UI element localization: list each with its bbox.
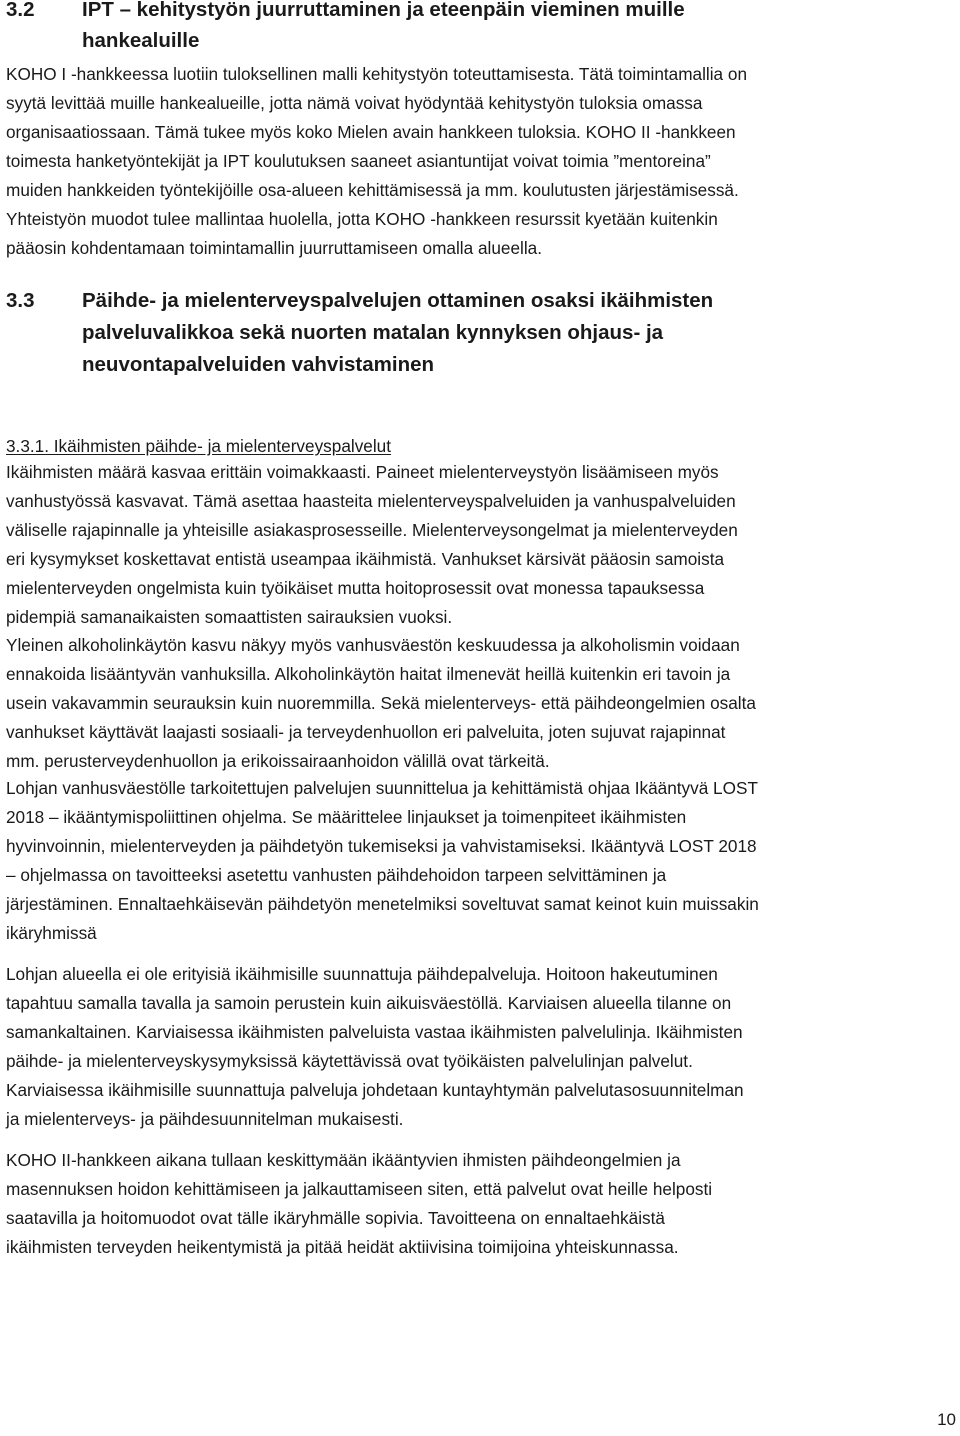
text-line: Yhteistyön muodot tulee mallintaa huolella, jotta KOHO -hankkeen resurssit kyetään kuitenkin	[6, 209, 718, 229]
heading-line: IPT – kehitystyön juurruttaminen ja eteenpäin vieminen muille	[82, 0, 685, 21]
text-line: pidempiä samanaikaisten somaattisten sairauksien vuoksi.	[6, 607, 453, 628]
text-line: muiden hankkeiden työntekijöille osa-alueen kehittämisessä ja mm. koulutusten järjestämisessä.	[6, 180, 739, 200]
text-line: Yleinen alkoholinkäytön kasvu näkyy myös vanhusväestön keskuudessa ja alkoholismin voidaan	[6, 635, 740, 655]
text-line: saatavilla ja hoitomuodot ovat tälle ikäryhmälle sopivia. Tavoitteena on ennaltaehkäistä	[6, 1208, 665, 1229]
text-line: toimesta hanketyöntekijät ja IPT koulutuksen saaneet asiantuntijat voivat toimia ”mentoreina”	[6, 151, 711, 171]
text-line: vanhukset käyttävät laajasti sosiaali- ja terveydenhuollon eri palveluita, joten sujuvat rajapinnat	[6, 722, 726, 743]
paragraph-lost-2018	[6, 774, 956, 949]
text-line: ikäryhmissä	[6, 923, 97, 944]
text-line: väliselle rajapinnalle ja yhteisille asiakasprosesseille. Mielenterveysongelmat ja mielenterveyden	[6, 520, 738, 541]
text-line: syytä levittää muille hankealueille, jotta nämä voivat hyödyntää kehitystyön tuloksia omassa	[6, 93, 703, 113]
text-line: Lohjan vanhusväestölle tarkoitettujen palvelujen suunnittelua ja kehittämistä ohjaa Ikääntyvä LOST	[6, 778, 758, 798]
paragraph-lohja-services	[6, 960, 956, 1135]
text-line: tapahtuu samalla tavalla ja samoin perustein kuin aikuisväestöllä. Karviaisen alueella tilanne on	[6, 993, 732, 1014]
text-line: 2018 – ikääntymispoliittinen ohjelma. Se määrittelee linjaukset ja toimenpiteet ikäihmisten	[6, 807, 687, 828]
heading-line: Päihde- ja mielenterveyspalvelujen ottaminen osaksi ikäihmisten	[82, 289, 714, 312]
text-line: samankaltainen. Karviaisessa ikäihmisten palveluista vastaa ikäihmisten palvelulinja. Ikäihmisten	[6, 1022, 743, 1043]
text-line: mielenterveyden ongelmista kuin työikäiset mutta hoitoprosessit ovat monessa tapauksessa	[6, 578, 705, 599]
text-line: KOHO II-hankkeen aikana tullaan keskittymään ikääntyvien ihmisten päihdeongelmien ja	[6, 1150, 681, 1170]
page-number: 10	[937, 1410, 956, 1429]
heading-line: neuvontapalveluiden vahvistaminen	[82, 353, 435, 376]
text-line: mm. perusterveydenhuollon ja erikoissairaanhoidon välillä ovat tärkeitä.	[6, 751, 550, 772]
heading-line: palveluvalikkoa sekä nuorten matalan kynnyksen ohjaus- ja	[82, 321, 664, 344]
text-line: KOHO I -hankkeessa luotiin tuloksellinen malli kehitystyön toteuttamisesta. Tätä toimintamallia on	[6, 64, 748, 84]
text-line: usein vakavammin seurauksin kuin nuoremmilla. Sekä mielenterveys- että päihdeongelmien osalta	[6, 693, 756, 714]
text-line: järjestäminen. Ennaltaehkäisevän päihdetyön menetelmiksi soveltuvat samat keinot kuin muissakin	[6, 894, 759, 915]
text-line: eri kysymykset koskettavat entistä useampaa ikäihmistä. Vanhukset kärsivät pääosin samoista	[6, 549, 725, 570]
paragraph-aging-population	[6, 458, 956, 633]
text-line: päihde- ja mielenterveyskysymyksissä käytettävissä ovat työikäisten palvelulinjan palvelut.	[6, 1051, 693, 1072]
paragraph-alcohol-use	[6, 631, 956, 776]
section-3-2-paragraph	[6, 60, 956, 263]
text-line: hyvinvoinnin, mielenterveyden ja päihdetyön tukemiseksi ja vahvistamiseksi. Ikääntyvä LOST 2018	[6, 836, 757, 857]
text-line: Karviaisessa ikäihmisille suunnattuja palveluja johdetaan kuntayhtymän palvelutasosuunnitelman	[6, 1080, 744, 1101]
text-line: ennakoida lisääntyvän vanhuksilla. Alkoholinkäytön haitat ilmenevät heillä kuitenkin eri tavoin ja	[6, 664, 731, 685]
text-line: Lohjan alueella ei ole erityisiä ikäihmisille suunnattuja päihdepalveluja. Hoitoon hakeutuminen	[6, 964, 718, 984]
section-number: 3.3	[6, 289, 35, 312]
section-number: 3.2	[6, 0, 35, 21]
heading-line: hankealuille	[82, 29, 200, 52]
section-3-3-heading	[6, 285, 942, 381]
text-line: masennuksen hoidon kehittämiseen ja jalkauttamiseen siten, että palvelut ovat heille helposti	[6, 1179, 713, 1200]
section-3-2-heading	[6, 0, 942, 56]
subsection-3-3-1-heading: 3.3.1. Ikäihmisten päihde- ja mielenterveyspalvelut	[6, 436, 392, 456]
text-line: – ohjelmassa on tavoitteeksi asetettu vanhusten päihdehoidon tarpeen selvittäminen ja	[6, 865, 667, 886]
text-line: pääosin kohdentamaan toimintamallin juurruttamiseen omalla alueella.	[6, 238, 542, 258]
text-line: vanhustyössä kasvavat. Tämä asettaa haasteita mielenterveyspalveluiden ja vanhuspalveluiden	[6, 491, 736, 512]
text-line: ja mielenterveys- ja päihdesuunnitelman mukaisesti.	[6, 1109, 404, 1130]
text-line: Ikäihmisten määrä kasvaa erittäin voimakkaasti. Paineet mielenterveystyön lisäämiseen myös	[6, 462, 719, 482]
text-line: organisaatiossaan. Tämä tukee myös koko Mielen avain hankkeen tuloksia. KOHO II -hankkeen	[6, 122, 736, 142]
text-line: ikäihmisten terveyden heikentymistä ja pitää heidät aktiivisina toimijoina yhteiskunnassa.	[6, 1237, 679, 1258]
paragraph-koho-ii-goals	[6, 1146, 956, 1262]
